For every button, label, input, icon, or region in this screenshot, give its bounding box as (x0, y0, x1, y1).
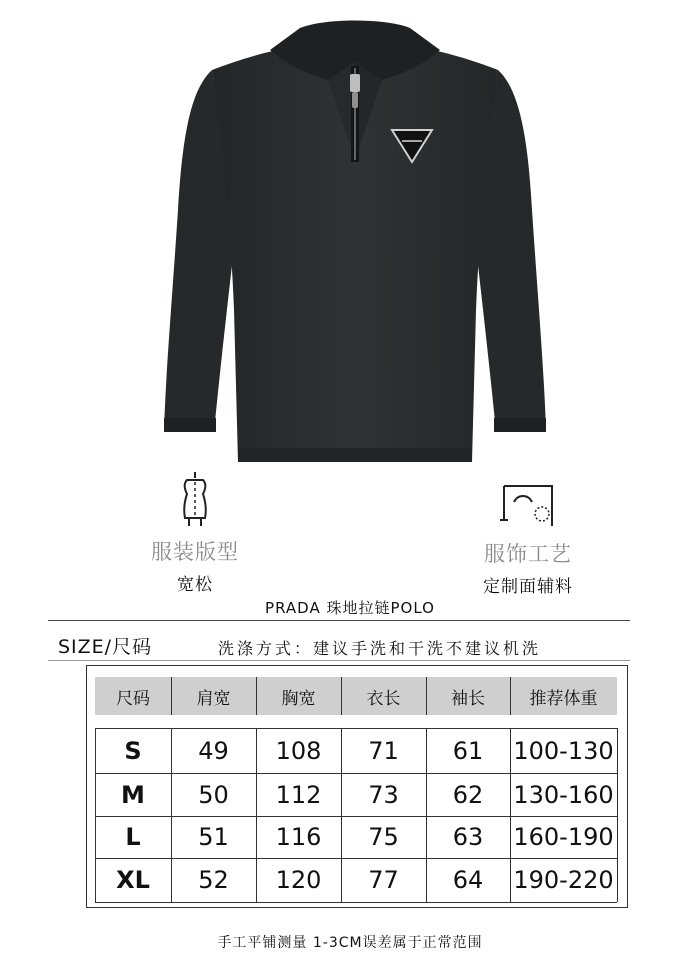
table-cell: 116 (275, 823, 322, 851)
divider-top (48, 620, 630, 621)
table-cell: 71 (368, 736, 399, 765)
feature-craft-value: 定制面辅料 (483, 577, 573, 597)
footer-note: 手工平铺测量 1-3CM误差属于正常范围 (217, 935, 483, 951)
table-row-divider (95, 902, 617, 903)
sewing-pattern-icon (498, 480, 558, 532)
table-cell: 61 (452, 736, 484, 765)
table-cell: 108 (275, 736, 322, 765)
table-size-cell: XL (116, 866, 150, 894)
feature-fit (120, 470, 270, 595)
table-cell: 50 (198, 780, 229, 809)
table-cell: 130-160 (513, 780, 614, 809)
table-cell: 52 (198, 866, 229, 894)
table-size-cell: L (125, 823, 141, 851)
size-label: SIZE/尺码 (58, 636, 153, 658)
table-cell: 190-220 (513, 866, 614, 894)
table-cell: 63 (452, 823, 484, 851)
product-name: PRADA 珠地拉链POLO (265, 599, 435, 617)
table-cell: 75 (368, 823, 399, 851)
wash-instructions: 洗涤方式：建议手洗和干洗不建议机洗 (218, 639, 542, 658)
table-cell: 112 (275, 780, 322, 809)
table-col-divider (617, 728, 618, 902)
dress-form-icon (175, 470, 215, 530)
table-cell: 120 (275, 866, 322, 894)
table-header-cell: 尺码 (116, 688, 150, 709)
table-header-cell: 推荐体重 (529, 688, 598, 709)
table-header-cell: 衣长 (366, 688, 401, 709)
table-header-cell: 肩宽 (196, 688, 231, 709)
table-cell: 64 (452, 866, 484, 894)
table-size-cell: S (124, 736, 142, 765)
table-cell: 77 (368, 866, 399, 894)
feature-fit-title: 服装版型 (151, 540, 239, 564)
feature-fit-value: 宽松 (177, 575, 213, 595)
table-cell: 49 (198, 736, 229, 765)
divider-bottom (48, 660, 630, 661)
table-cell: 51 (198, 823, 229, 851)
table-size-cell: M (121, 780, 145, 809)
table-cell: 73 (368, 780, 399, 809)
table-cell: 160-190 (513, 823, 614, 851)
product-image (150, 10, 560, 470)
table-header-cell: 袖长 (451, 688, 485, 709)
table-header-cell: 胸宽 (281, 688, 316, 709)
table-cell: 100-130 (513, 736, 614, 765)
feature-craft (448, 480, 608, 597)
table-cell: 62 (452, 780, 484, 809)
feature-craft-title: 服饰工艺 (484, 542, 572, 566)
